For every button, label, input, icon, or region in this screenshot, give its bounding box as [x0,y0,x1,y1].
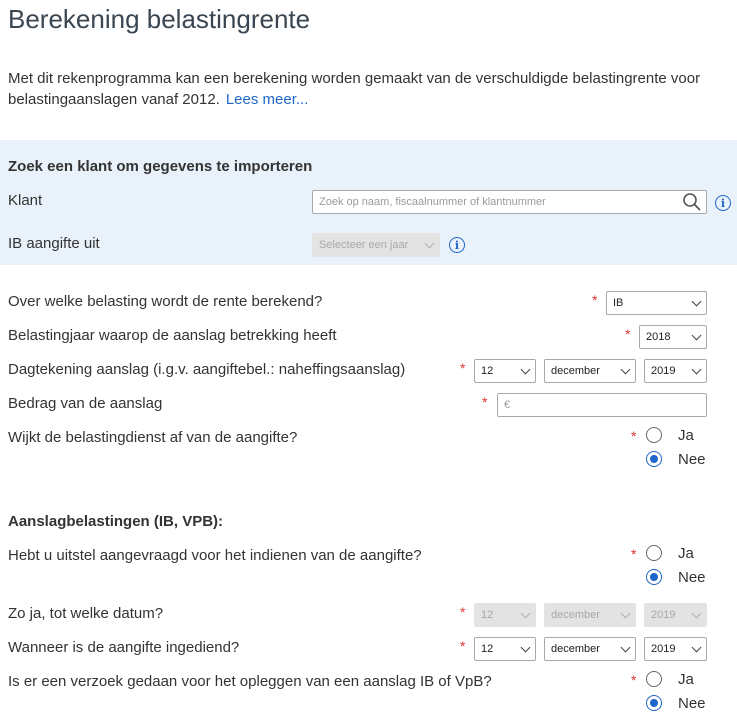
extension-no-radio[interactable] [646,569,662,585]
until-day-select[interactable] [474,603,536,627]
page-title: Berekening belastingrente [8,4,311,34]
filed-year-select[interactable] [644,637,707,661]
client-search-placeholder: Zoek op naam, fiscaalnummer of klantnummer [319,196,546,208]
deviation-no-radio[interactable] [646,451,662,467]
required-mark: * [631,672,637,688]
assessment-year-select[interactable] [644,359,707,383]
chevron-down-icon [621,364,631,374]
chevron-down-icon [621,608,631,618]
chevron-down-icon [621,642,631,652]
deviation-yes-radio[interactable] [646,427,662,443]
extension-yes-radio[interactable] [646,545,662,561]
ib-year-placeholder: Selecteer een jaar [319,239,409,251]
chevron-down-icon [692,296,702,306]
required-mark: * [460,604,466,620]
required-mark: * [482,394,488,410]
required-mark: * [631,546,637,562]
read-more-link[interactable]: Lees meer... [225,91,309,108]
filed-month-select[interactable] [544,637,636,661]
until-year-select[interactable] [644,603,707,627]
ib-return-label: IB aangifte uit [8,235,100,252]
extension-until-label: Zo ja, tot welke datum? [8,605,164,622]
chevron-down-icon [692,642,702,652]
assessment-day-select[interactable] [474,359,536,383]
filed-month-value: december [551,643,600,655]
request-yes-label[interactable]: Ja [678,671,694,688]
request-no-radio[interactable] [646,695,662,711]
assessment-date-label: Dagtekening aanslag (i.g.v. aangiftebel.: naheffingsaanslag) [8,361,406,378]
amount-label: Bedrag van de aanslag [8,395,163,412]
assessment-year-value: 2019 [651,365,676,377]
chevron-down-icon [521,642,531,652]
tax-type-label: Over welke belasting wordt de rente berekend? [8,293,323,310]
tax-type-select[interactable] [606,291,707,315]
request-no-label[interactable]: Nee [678,695,706,712]
assessment-month-select[interactable] [544,359,636,383]
intro-body: Met dit rekenprogramma kan een berekening worden gemaakt van de verschuldigde belastingrente voor belastingaanslagen vanaf 2012. [8,70,701,108]
required-mark: * [631,428,637,444]
tax-year-select[interactable] [639,325,707,349]
request-yes-radio[interactable] [646,671,662,687]
deviation-yes-label[interactable]: Ja [678,427,694,444]
amount-input[interactable] [497,393,707,417]
tax-year-label: Belastingjaar waarop de aanslag betrekking heeft [8,327,337,344]
import-heading: Zoek een klant om gegevens te importeren [8,158,313,175]
tax-year-value: 2018 [646,331,671,343]
assessment-heading: Aanslagbelastingen (IB, VPB): [8,513,224,530]
ib-info-icon[interactable]: i [449,237,465,253]
until-month-select[interactable] [544,603,636,627]
search-icon[interactable] [682,192,702,212]
until-month-value: december [551,609,600,621]
deviation-label: Wijkt de belastingdienst af van de aangifte? [8,429,298,446]
extension-no-label[interactable]: Nee [678,569,706,586]
amount-placeholder: € [504,399,511,411]
chevron-down-icon [692,364,702,374]
chevron-down-icon [425,238,435,248]
tax-type-value: IB [613,297,624,309]
chevron-down-icon [692,608,702,618]
required-mark: * [625,326,631,342]
required-mark: * [460,638,466,654]
chevron-down-icon [521,364,531,374]
client-label: Klant [8,192,43,209]
chevron-down-icon [521,608,531,618]
intro-text [8,68,728,110]
until-day-value: 12 [481,609,494,621]
deviation-no-label[interactable]: Nee [678,451,706,468]
chevron-down-icon [692,330,702,340]
assessment-day-value: 12 [481,365,494,377]
assessment-request-label: Is er een verzoek gedaan voor het opleggen van een aanslag IB of VpB? [8,673,492,690]
ib-year-select[interactable] [312,233,440,257]
required-mark: * [592,292,598,308]
client-search-input[interactable] [312,190,707,214]
filed-day-value: 12 [481,643,494,655]
required-mark: * [460,360,466,376]
extension-yes-label[interactable]: Ja [678,545,694,562]
client-info-icon[interactable]: i [715,195,731,211]
filed-day-select[interactable] [474,637,536,661]
filed-date-label: Wanneer is de aangifte ingediend? [8,639,240,656]
filed-year-value: 2019 [651,643,676,655]
extension-label: Hebt u uitstel aangevraagd voor het indienen van de aangifte? [8,547,422,564]
until-year-value: 2019 [651,609,676,621]
assessment-month-value: december [551,365,600,377]
